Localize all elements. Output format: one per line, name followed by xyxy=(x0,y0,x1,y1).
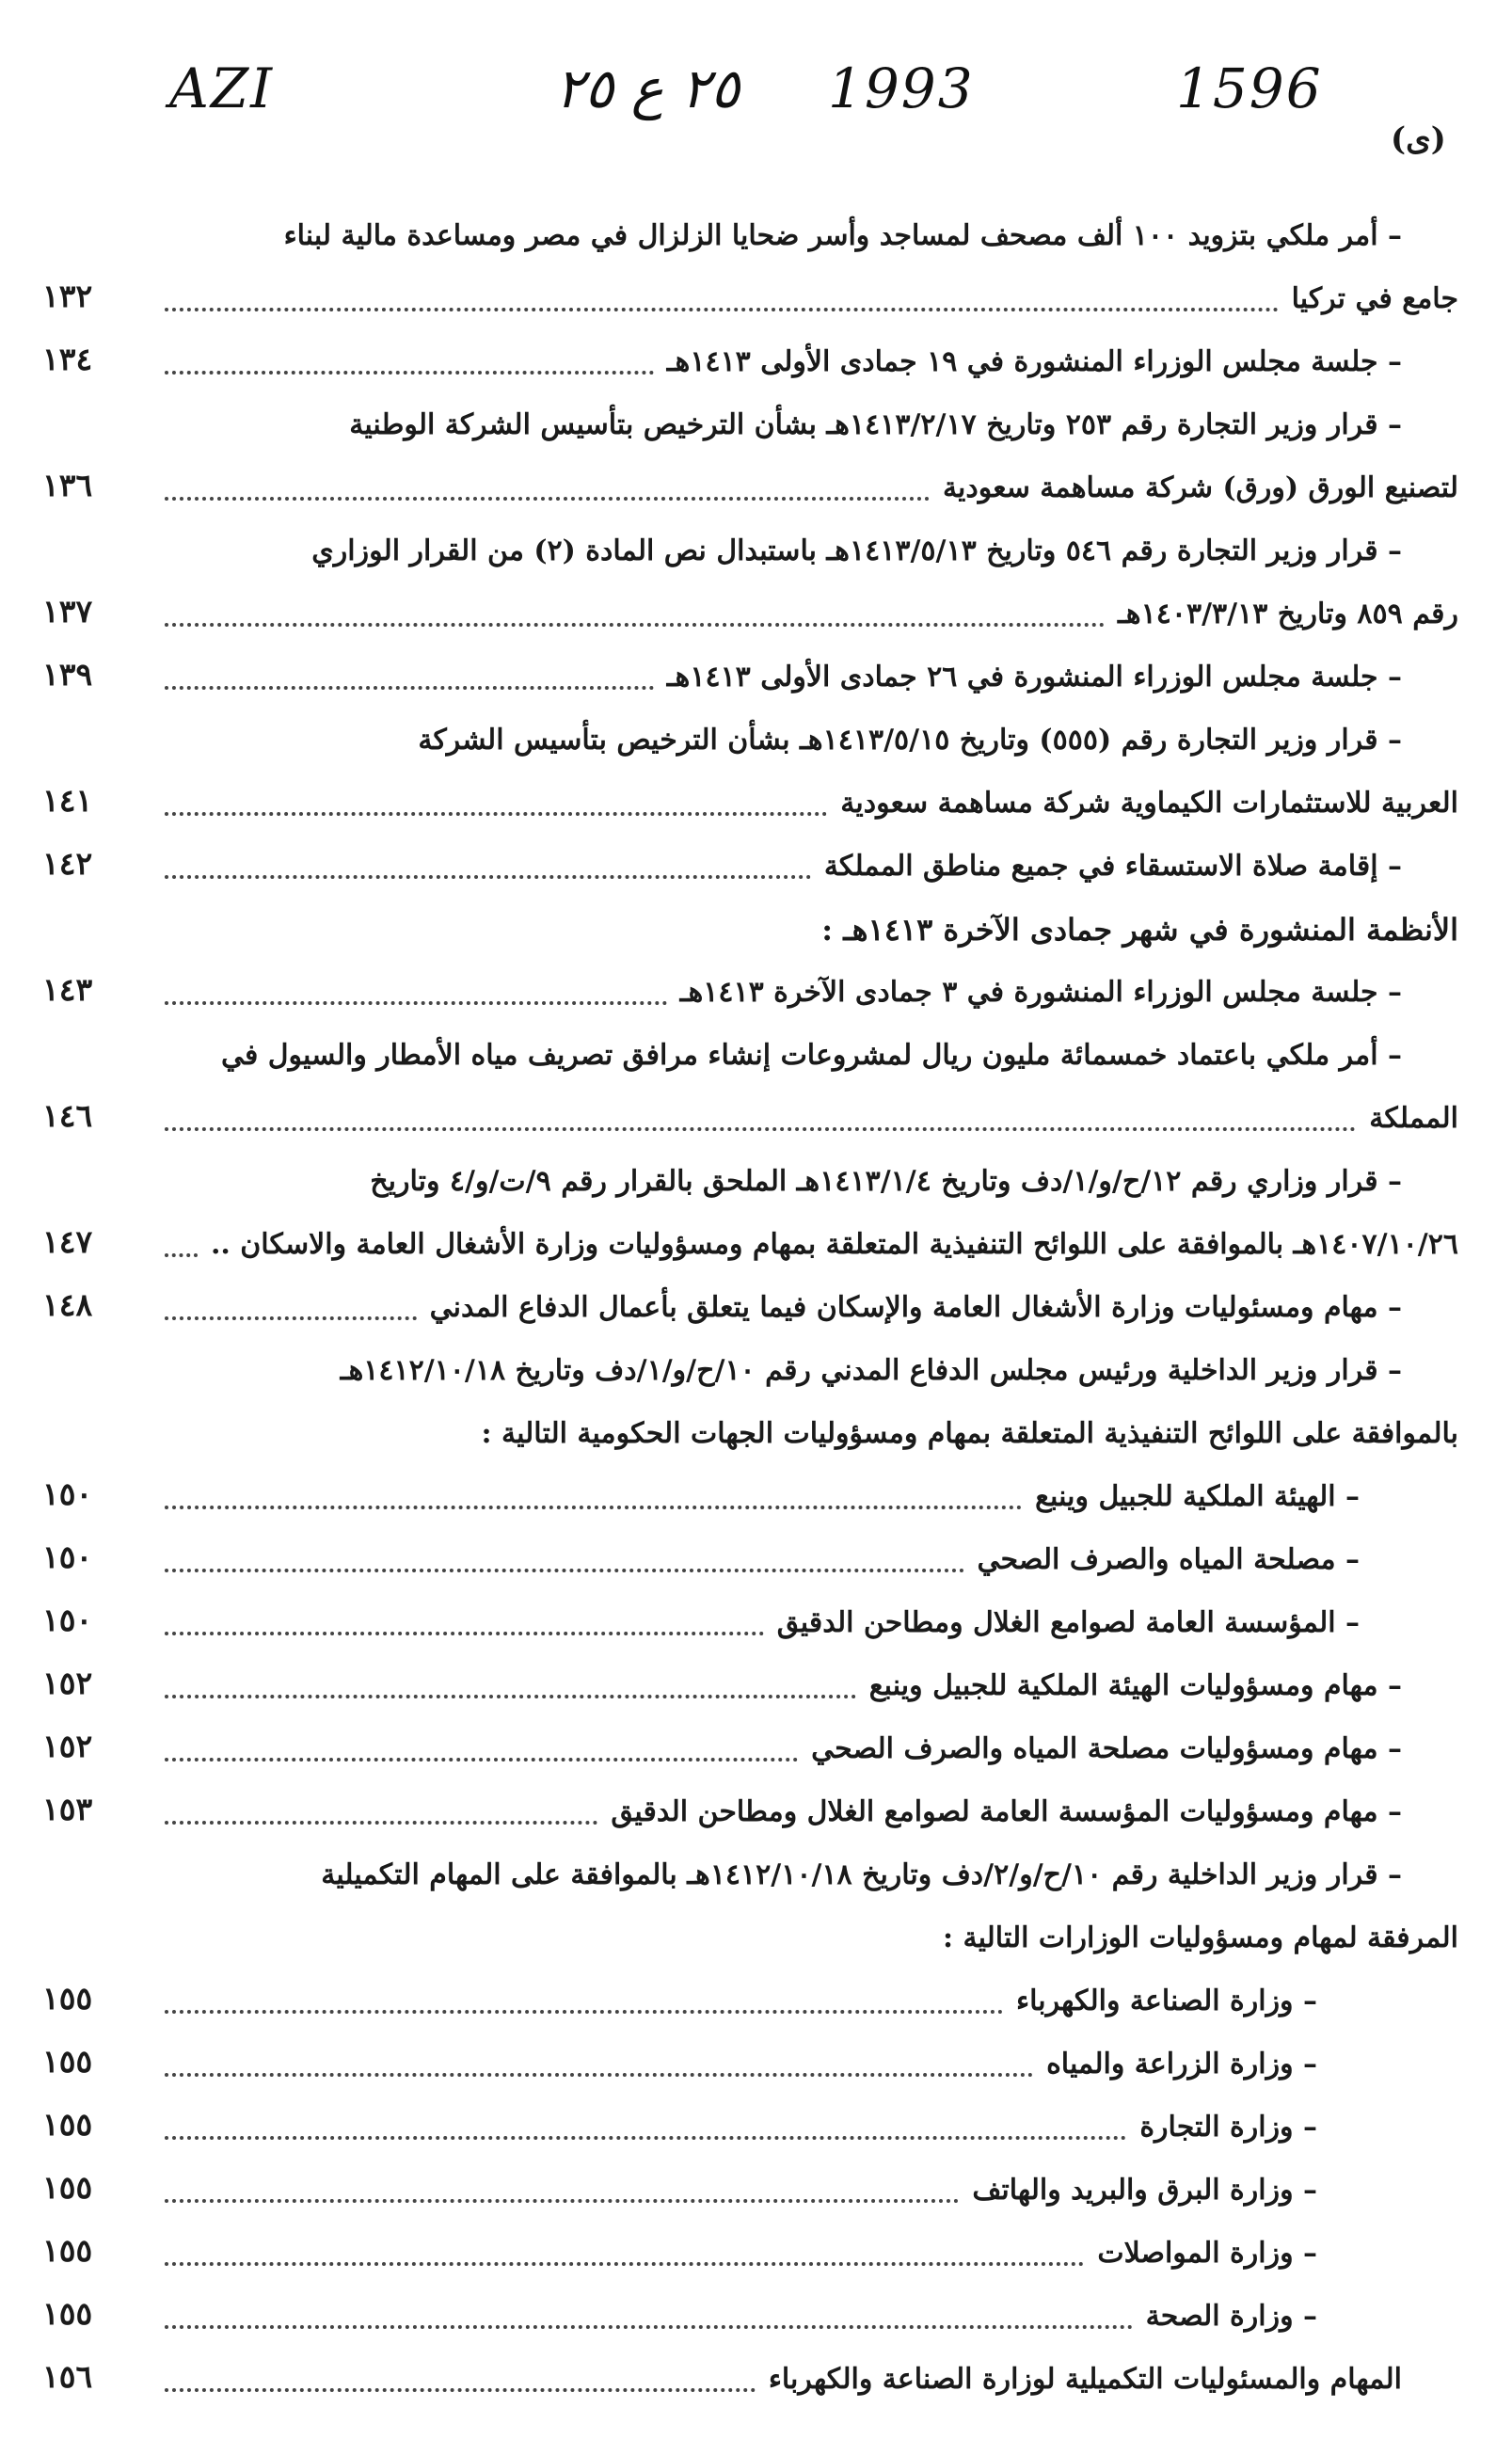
toc-entry-text: – جلسة مجلس الوزراء المنشورة في ٢٦ جمادى الأولى ١٤١٣هـ xyxy=(666,661,1402,693)
toc-entry-text: المهام والمسئوليات التكميلية لوزارة الصناعة والكهرباء xyxy=(768,2363,1402,2396)
leader-dots xyxy=(165,1540,964,1572)
toc-row xyxy=(19,1344,1458,1407)
toc-page-number: ١٣٩ xyxy=(42,656,93,693)
toc-page-number: ١٥٠ xyxy=(42,1602,93,1638)
toc-entry-text: – جلسة مجلس الوزراء المنشورة في ١٩ جمادى الأولى ١٤١٣هـ xyxy=(666,345,1402,378)
toc-entry-text: – الهيئة الملكية للجبيل وينبع xyxy=(1035,1480,1360,1513)
toc-entry-text: – المؤسسة العامة لصوامع الغلال ومطاحن الدقيق xyxy=(776,1606,1360,1639)
toc-entry-text: المملكة xyxy=(1369,1102,1458,1135)
leader-dots xyxy=(165,2045,1033,2077)
toc-entry-text: – قرار وزاري رقم ١٢/ح/و/١/دف وتاريخ ١٤١٣/١/٤هـ الملحق بالقرار رقم ٩/ت/و/٤ وتاريخ xyxy=(370,1165,1402,1198)
toc-row xyxy=(19,209,1458,272)
leader-dots xyxy=(165,469,930,501)
toc-entry-text: – قرار وزير التجارة رقم ٥٤٦ وتاريخ ١٤١٣/٥/١٣هـ باستبدال نص المادة (٢) من القرار الوزاري xyxy=(311,534,1402,567)
leader-dots xyxy=(165,2108,1126,2140)
toc-entry-text: – مهام ومسؤوليات المؤسسة العامة لصوامع الغلال ومطاحن الدقيق xyxy=(611,1795,1402,1828)
toc-page-number: ١٤٨ xyxy=(42,1286,93,1323)
toc-page-number: ١٥٥ xyxy=(42,2169,93,2206)
toc-row xyxy=(19,1659,1458,1722)
toc-entry-text: ١٤٠٧/١٠/٢٦هـ بالموافقة على اللوائح التنفيذية المتعلقة بمهام ومسؤوليات وزارة الأشغال العامة والاسكان .. xyxy=(210,1228,1458,1261)
leader-dots xyxy=(165,2171,959,2203)
toc-row xyxy=(19,1155,1458,1218)
toc-row xyxy=(19,1281,1458,1344)
leader-dots xyxy=(165,2297,1133,2329)
toc-row xyxy=(19,1028,1458,1092)
toc-row xyxy=(19,524,1458,587)
toc-row xyxy=(19,2037,1458,2100)
toc-entry-text: – وزارة البرق والبريد والهاتف xyxy=(972,2174,1317,2207)
leader-dots xyxy=(165,1288,417,1320)
toc-entry-text: – إقامة صلاة الاستسقاء في جميع مناطق المملكة xyxy=(823,850,1402,883)
toc-page-number: ١٥٥ xyxy=(42,2043,93,2080)
toc-entry-text: – جلسة مجلس الوزراء المنشورة في ٣ جمادى الآخرة ١٤١٣هـ xyxy=(679,976,1402,1009)
toc-entry-text: جامع في تركيا xyxy=(1291,282,1458,315)
toc-page-number: ١٥٦ xyxy=(42,2358,93,2395)
handwritten-note-4: 1596 xyxy=(1176,56,1323,120)
leader-dots xyxy=(165,847,811,879)
table-of-contents xyxy=(19,209,1458,2415)
toc-row xyxy=(19,1722,1458,1785)
toc-page-number: ١٣٤ xyxy=(42,341,93,377)
leader-dots xyxy=(165,1730,798,1762)
toc-row xyxy=(19,839,1458,902)
toc-row xyxy=(19,713,1458,776)
toc-page-number: ١٣٢ xyxy=(42,278,93,314)
leader-dots xyxy=(165,343,654,375)
handwritten-note-1: AZI xyxy=(169,56,275,120)
toc-page-number: ١٥٢ xyxy=(42,1728,93,1764)
toc-page-number: ١٣٧ xyxy=(42,593,93,630)
leader-dots xyxy=(165,1603,764,1635)
leader-dots xyxy=(165,1099,1356,1131)
toc-entry-text: – قرار وزير التجارة رقم (٥٥٥) وتاريخ ١٤١٣/٥/١٥هـ بشأن الترخيص بتأسيس الشركة xyxy=(418,724,1402,757)
toc-entry-text: – أمر ملكي باعتماد خمسمائة مليون ريال لمشروعات إنشاء مرافق تصريف مياه الأمطار والسيول في xyxy=(220,1039,1402,1072)
toc-entry-text: – وزارة التجارة xyxy=(1139,2111,1317,2144)
toc-page-number: ١٤٦ xyxy=(42,1097,93,1134)
toc-page-number: ١٤١ xyxy=(42,782,93,819)
leader-dots xyxy=(165,1477,1022,1509)
toc-page-number: ١٤٢ xyxy=(42,845,93,882)
toc-row xyxy=(19,965,1458,1028)
toc-row xyxy=(19,2226,1458,2289)
leader-dots xyxy=(165,784,827,816)
toc-page-number: ١٥٠ xyxy=(42,1475,93,1512)
toc-entry-text: المرفقة لمهام ومسؤوليات الوزارات التالية : xyxy=(943,1921,1458,1954)
toc-entry-text: – مهام ومسئوليات وزارة الأشغال العامة والإسكان فيما يتعلق بأعمال الدفاع المدني xyxy=(429,1291,1402,1324)
toc-page-number: ١٥٠ xyxy=(42,1538,93,1575)
toc-page-number: ١٥٣ xyxy=(42,1791,93,1827)
toc-page-number: ١٣٦ xyxy=(42,467,93,503)
toc-entry-text: – قرار وزير الداخلية رقم ١٠/ح/و/٢/دف وتاريخ ١٤١٢/١٠/١٨هـ بالموافقة على المهام التكميلية xyxy=(321,1858,1402,1891)
leader-dots xyxy=(165,658,654,690)
toc-row xyxy=(19,1407,1458,1470)
toc-row xyxy=(19,587,1458,650)
leader-dots xyxy=(165,1982,1003,2014)
section-heading xyxy=(19,902,1458,965)
toc-row xyxy=(19,1974,1458,2037)
leader-dots xyxy=(165,1225,198,1257)
toc-entry-text: – وزارة الصحة xyxy=(1145,2300,1317,2333)
leader-dots xyxy=(165,2234,1084,2266)
toc-page-number: ١٥٥ xyxy=(42,2295,93,2332)
toc-page-number: ١٥٥ xyxy=(42,1980,93,2017)
toc-entry-text: الأنظمة المنشورة في شهر جمادى الآخرة ١٤١٣هـ : xyxy=(821,912,1458,948)
toc-entry-text: بالموافقة على اللوائح التنفيذية المتعلقة بمهام ومسؤوليات الجهات الحكومية التالية : xyxy=(481,1417,1458,1450)
toc-row xyxy=(19,650,1458,713)
leader-dots xyxy=(165,279,1279,311)
toc-entry-text: العربية للاستثمارات الكيماوية شركة مساهمة سعودية xyxy=(840,787,1458,820)
toc-row xyxy=(19,1092,1458,1155)
toc-row xyxy=(19,1911,1458,1974)
toc-entry-text: رقم ٨٥٩ وتاريخ ١٤٠٣/٣/١٣هـ xyxy=(1118,598,1458,630)
toc-page-number: ١٥٢ xyxy=(42,1665,93,1701)
toc-entry-text: – قرار وزير الداخلية ورئيس مجلس الدفاع المدني رقم ١٠/ح/و/١/دف وتاريخ ١٤١٢/١٠/١٨هـ xyxy=(340,1354,1402,1387)
toc-row xyxy=(19,335,1458,398)
toc-row xyxy=(19,2100,1458,2163)
toc-entry-text: – مهام ومسؤوليات مصلحة المياه والصرف الصحي xyxy=(811,1732,1402,1765)
leader-dots xyxy=(165,595,1105,627)
page-label: (ى) xyxy=(1391,120,1446,158)
toc-entry-text: – مصلحة المياه والصرف الصحي xyxy=(977,1543,1360,1576)
toc-entry-text: – وزارة الزراعة والمياه xyxy=(1046,2048,1317,2080)
toc-row xyxy=(19,398,1458,461)
toc-row xyxy=(19,1218,1458,1281)
toc-page-number: ١٤٧ xyxy=(42,1223,93,1260)
toc-entry-text: – قرار وزير التجارة رقم ٢٥٣ وتاريخ ١٤١٣/٢/١٧هـ بشأن الترخيص بتأسيس الشركة الوطنية xyxy=(349,408,1402,441)
leader-dots xyxy=(165,2360,756,2392)
toc-entry-text: – وزارة المواصلات xyxy=(1097,2237,1317,2270)
handwritten-note-2: ٢٥ ع ٢٥ xyxy=(555,56,740,120)
toc-page-number: ١٥٥ xyxy=(42,2232,93,2269)
toc-row xyxy=(19,1533,1458,1596)
toc-row xyxy=(19,2163,1458,2226)
toc-row xyxy=(19,1848,1458,1911)
toc-row xyxy=(19,1596,1458,1659)
leader-dots xyxy=(165,973,667,1005)
leader-dots xyxy=(165,1793,597,1825)
toc-page-number: ١٤٣ xyxy=(42,971,93,1008)
toc-row xyxy=(19,2352,1458,2415)
toc-entry-text: – أمر ملكي بتزويد ١٠٠ ألف مصحف لمساجد وأسر ضحايا الزلزال في مصر ومساعدة مالية لبناء xyxy=(283,219,1402,252)
toc-row xyxy=(19,776,1458,839)
toc-row xyxy=(19,461,1458,524)
toc-row xyxy=(19,272,1458,335)
toc-row xyxy=(19,2289,1458,2352)
toc-entry-text: لتصنيع الورق (ورق) شركة مساهمة سعودية xyxy=(942,471,1458,504)
toc-row xyxy=(19,1785,1458,1848)
toc-entry-text: – وزارة الصناعة والكهرباء xyxy=(1015,1985,1317,2017)
leader-dots xyxy=(165,1666,856,1698)
toc-row xyxy=(19,1470,1458,1533)
toc-entry-text: – مهام ومسؤوليات الهيئة الملكية للجبيل وينبع xyxy=(868,1669,1402,1702)
toc-page-number: ١٥٥ xyxy=(42,2106,93,2143)
handwritten-note-3: 1993 xyxy=(828,56,975,120)
